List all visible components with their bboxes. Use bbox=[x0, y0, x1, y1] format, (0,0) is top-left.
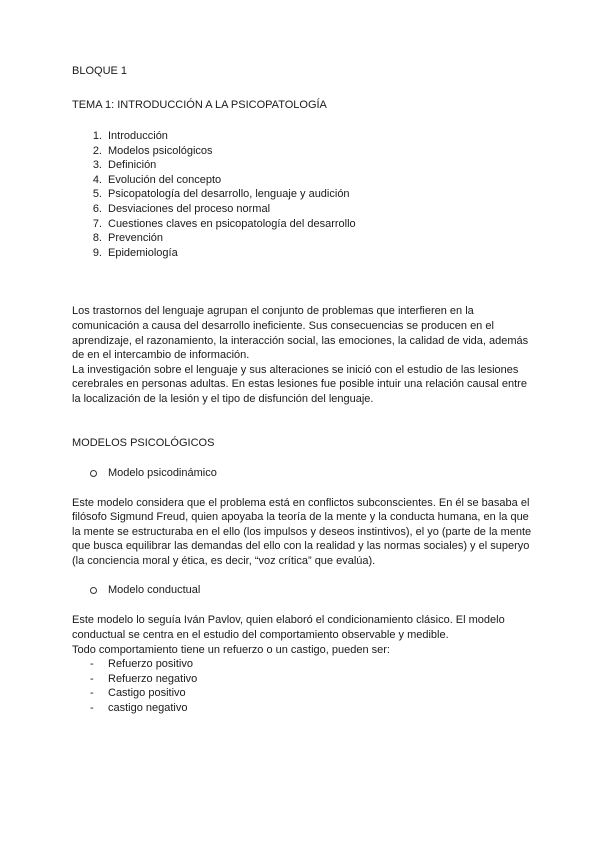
toc-item bbox=[72, 187, 532, 202]
subheading-behavioral bbox=[72, 583, 532, 598]
section-title-models: MODELOS PSICOLÓGICOS bbox=[72, 436, 215, 449]
toc-label: Introducción bbox=[108, 130, 168, 142]
list-item bbox=[72, 672, 532, 687]
toc-item bbox=[72, 231, 532, 246]
block-title: BLOQUE 1 bbox=[72, 65, 128, 77]
toc-number: 2. bbox=[92, 144, 102, 157]
toc-item bbox=[72, 144, 532, 159]
dash-bullet: - bbox=[90, 658, 94, 671]
toc-label: Modelos psicológicos bbox=[108, 144, 213, 157]
dash-bullet: - bbox=[90, 672, 94, 685]
intro-paragraph-2: La investigación sobre el lenguaje y sus alteraciones se inició con el estudio de las lesiones cerebrales en personas adultas. En estas lesiones fue posible intuir una relación causal entre la localización de la lesión y el tipo de disfunción del lenguaje. bbox=[72, 363, 527, 405]
circle-bullet-icon bbox=[90, 470, 97, 477]
list-item-label: Refuerzo negativo bbox=[108, 672, 198, 685]
behavioral-paragraph-1: Este modelo lo seguía Iván Pavlov, quien elaboró el condicionamiento clásico. El modelo conductual se centra en el estudio del comportamiento observable y medible. bbox=[72, 614, 505, 642]
list-item-label: Refuerzo positivo bbox=[108, 658, 193, 671]
toc-number: 7. bbox=[92, 217, 102, 230]
topic-title: TEMA 1: INTRODUCCIÓN A LA PSICOPATOLOGÍA bbox=[72, 99, 327, 111]
toc-label: Cuestiones claves en psicopatología del desarrollo bbox=[108, 217, 356, 230]
dash-bullet: - bbox=[90, 687, 94, 700]
list-item-label: Castigo positivo bbox=[108, 687, 186, 700]
toc-label: Epidemiología bbox=[108, 246, 178, 259]
toc-label: Psicopatología del desarrollo, lenguaje y audición bbox=[108, 188, 350, 201]
toc-item bbox=[72, 158, 532, 173]
toc-label: Prevención bbox=[108, 232, 164, 245]
toc-number: 4. bbox=[92, 173, 102, 186]
document-page bbox=[72, 64, 532, 716]
behavioral-paragraph-2: Todo comportamiento tiene un refuerzo o un castigo, pueden ser: bbox=[72, 643, 390, 656]
toc-item bbox=[72, 202, 532, 217]
toc-item bbox=[72, 217, 532, 232]
list-item bbox=[72, 657, 532, 672]
circle-bullet-icon bbox=[90, 587, 97, 594]
table-of-contents bbox=[72, 129, 532, 260]
toc-number: 5. bbox=[92, 188, 102, 201]
toc-item bbox=[72, 173, 532, 188]
psychodynamic-paragraph: Este modelo considera que el problema está en conflictos subconscientes. En él se basaba el filósofo Sigmund Freud, quien apoyaba la teoría de la mente y la conducta humana, en la que la mente se estructuraba en el ello (los impulsos y deseos instintivos), el yo (parte de la mente que busca equilibrar las demandas del ello con la realidad y las normas sociales) y el superyo (la conciencia moral y ética, es decir, “voz crítica” que evalúa). bbox=[72, 496, 532, 567]
intro-paragraph-1: Los trastornos del lenguaje agrupan el conjunto de problemas que interfieren en la comunicación a causa del desarrollo ineficiente. Sus consecuencias se producen en el aprendizaje, el razonamiento, la interacción social, las emociones, la calidad de vida, además de en el intercambio de información. bbox=[72, 305, 529, 362]
subheading-label: Modelo conductual bbox=[108, 584, 201, 597]
list-item bbox=[72, 686, 532, 701]
toc-item bbox=[72, 129, 532, 144]
reinforcement-list bbox=[72, 657, 532, 715]
list-item-label: castigo negativo bbox=[108, 702, 188, 715]
list-item bbox=[72, 701, 532, 716]
toc-label: Desviaciones del proceso normal bbox=[108, 202, 271, 215]
toc-label: Evolución del concepto bbox=[108, 173, 222, 186]
subheading-label: Modelo psicodinámico bbox=[108, 466, 217, 479]
toc-number: 6. bbox=[92, 202, 102, 215]
toc-item bbox=[72, 246, 532, 261]
toc-number: 9. bbox=[92, 246, 102, 259]
toc-label: Definición bbox=[108, 159, 157, 172]
dash-bullet: - bbox=[90, 702, 94, 715]
toc-number: 1. bbox=[92, 130, 102, 142]
subheading-psychodynamic bbox=[72, 466, 532, 481]
toc-number: 3. bbox=[92, 159, 102, 172]
toc-number: 8. bbox=[92, 232, 102, 245]
